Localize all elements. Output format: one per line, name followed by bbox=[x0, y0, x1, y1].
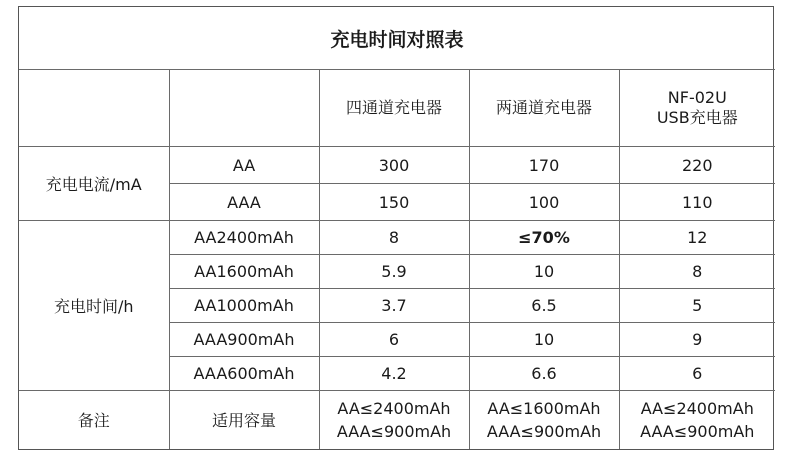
table-cell: 6.6 bbox=[469, 357, 619, 391]
table-title: 充电时间对照表 bbox=[19, 7, 775, 70]
header-blank-2 bbox=[169, 70, 319, 147]
table-cell: 3.7 bbox=[319, 289, 469, 323]
table-cell: 12 bbox=[619, 221, 775, 255]
table-cell: 6 bbox=[619, 357, 775, 391]
table-cell: 4.2 bbox=[319, 357, 469, 391]
row-label: AAA600mAh bbox=[169, 357, 319, 391]
header-usb-charger-type: USB充电器 bbox=[656, 108, 738, 127]
note-cell-four-channel bbox=[319, 391, 469, 450]
note-line: AAA≤900mAh bbox=[486, 422, 602, 441]
table-cell: 5 bbox=[619, 289, 775, 323]
note-line: AA≤2400mAh bbox=[337, 399, 451, 418]
table-cell: ≤70% bbox=[469, 221, 619, 255]
note-line: AA≤2400mAh bbox=[640, 399, 754, 418]
table-cell: 6.5 bbox=[469, 289, 619, 323]
row-label: AA1000mAh bbox=[169, 289, 319, 323]
header-blank-1 bbox=[19, 70, 169, 147]
charging-time-table bbox=[19, 7, 775, 449]
table-cell: 6 bbox=[319, 323, 469, 357]
note-cell-two-channel bbox=[469, 391, 619, 450]
charging-time-table-container bbox=[18, 6, 774, 450]
row-label: AA bbox=[169, 147, 319, 184]
group-label-current: 充电电流/mA bbox=[19, 147, 169, 221]
group-label-time: 充电时间/h bbox=[19, 221, 169, 391]
row-label: AAA bbox=[169, 184, 319, 221]
table-cell: 10 bbox=[469, 255, 619, 289]
table-cell: 150 bbox=[319, 184, 469, 221]
row-label-capacity: 适用容量 bbox=[169, 391, 319, 450]
header-two-channel-charger: 两通道充电器 bbox=[469, 70, 619, 147]
row-label: AA2400mAh bbox=[169, 221, 319, 255]
table-cell: 5.9 bbox=[319, 255, 469, 289]
table-cell: 8 bbox=[319, 221, 469, 255]
table-cell: 8 bbox=[619, 255, 775, 289]
row-label: AA1600mAh bbox=[169, 255, 319, 289]
table-cell: 300 bbox=[319, 147, 469, 184]
header-usb-charger-model: NF-02U bbox=[667, 88, 727, 107]
note-cell-usb bbox=[619, 391, 775, 450]
note-line: AAA≤900mAh bbox=[640, 422, 755, 441]
table-cell: 220 bbox=[619, 147, 775, 184]
header-four-channel-charger: 四通道充电器 bbox=[319, 70, 469, 147]
table-cell: 100 bbox=[469, 184, 619, 221]
note-line: AA≤1600mAh bbox=[487, 399, 601, 418]
table-cell: 10 bbox=[469, 323, 619, 357]
table-cell: 9 bbox=[619, 323, 775, 357]
group-label-note: 备注 bbox=[19, 391, 169, 450]
table-cell: 170 bbox=[469, 147, 619, 184]
row-label: AAA900mAh bbox=[169, 323, 319, 357]
table-cell: 110 bbox=[619, 184, 775, 221]
note-line: AAA≤900mAh bbox=[336, 422, 452, 441]
header-usb-charger bbox=[619, 70, 775, 147]
